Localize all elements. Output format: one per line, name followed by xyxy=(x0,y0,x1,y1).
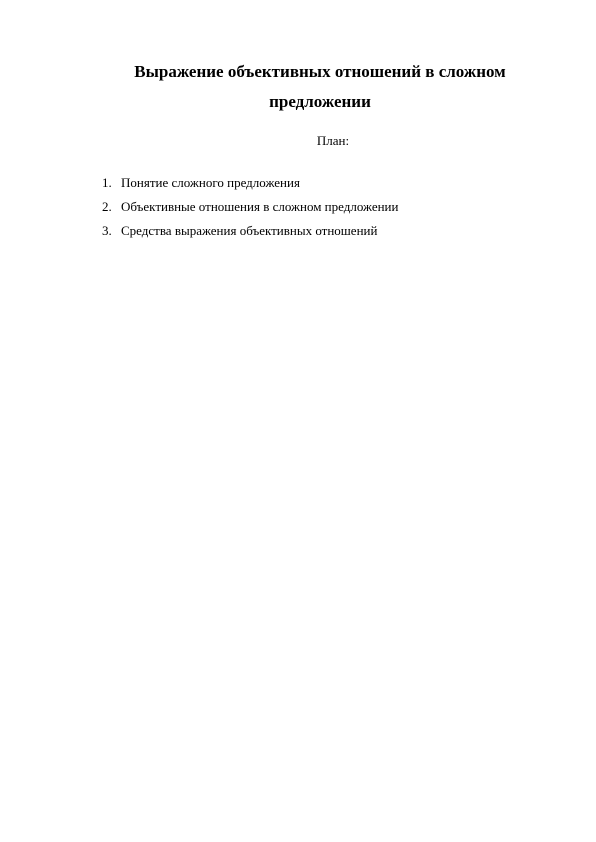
plan-item xyxy=(102,171,398,195)
plan-item-number: 2. xyxy=(102,199,112,214)
plan-item-text: Средства выражения объективных отношений xyxy=(121,223,378,238)
document-title: Выражение объективных отношений в сложном предложении xyxy=(134,62,506,111)
plan-item xyxy=(102,195,398,219)
plan-heading: План: xyxy=(316,133,350,148)
plan-item-text: Объективные отношения в сложном предложении xyxy=(121,199,399,214)
plan-item-text: Понятие сложного предложения xyxy=(121,175,300,190)
plan-list xyxy=(102,171,398,243)
plan-item-number: 1. xyxy=(102,175,112,190)
plan-item-number: 3. xyxy=(102,223,112,238)
plan-item xyxy=(102,219,398,243)
